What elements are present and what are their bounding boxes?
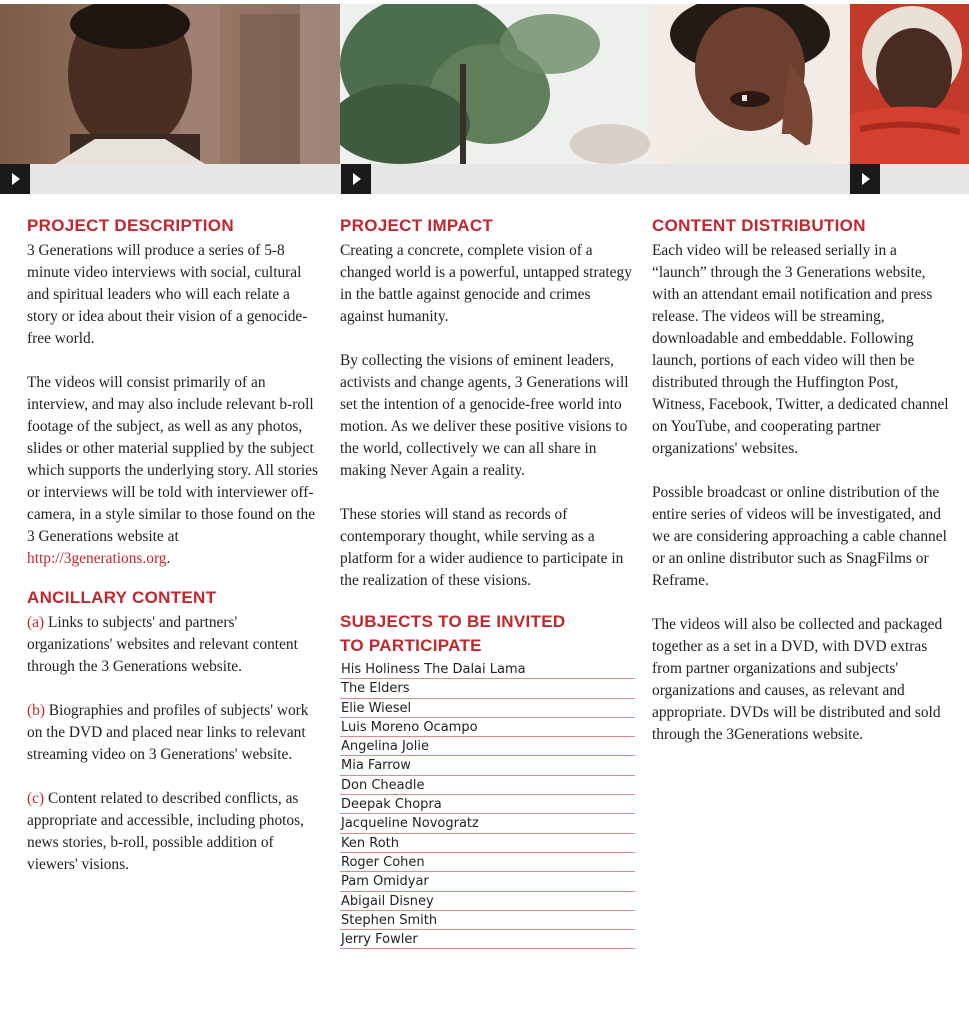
ancillary-text-c: Content related to described conflicts, as appropriate and accessible, including photos, news stories, b-roll, possible addition of viewers' visions.	[27, 790, 304, 873]
list-item: His Holiness The Dalai Lama	[340, 660, 635, 679]
project-description-p2-text: The videos will consist primarily of an interview, and may also include relevant b-roll footage of the subject, as well as any photos, slides or other material supplied by the subject which supports the underlying story. All stories or interviews will be told with interviewer off-camera, in a style similar to those found on the 3 Generations website at	[27, 374, 318, 545]
list-item: Mia Farrow	[340, 756, 635, 775]
content-distribution-p2: Possible broadcast or online distribution of the entire series of videos will be investigated, and we are considering approaching a cable channel or an online distributor such as SnagFilms or Reframe.	[652, 484, 947, 589]
subjects-heading	[340, 610, 635, 658]
list-item: Roger Cohen	[340, 853, 635, 872]
project-description-p2-end: .	[166, 550, 171, 567]
project-description-p2	[27, 372, 319, 570]
ancillary-marker-c: (c)	[27, 790, 45, 807]
subjects-heading-line2: TO PARTICIPATE	[340, 636, 482, 655]
project-description-heading: PROJECT DESCRIPTION	[27, 216, 234, 235]
play-button-1[interactable]	[0, 164, 30, 194]
list-item: Angelina Jolie	[340, 737, 635, 756]
smiling-woman-photo	[650, 4, 850, 164]
column-left	[27, 214, 319, 898]
project-impact-p3: These stories will stand as records of contemporary thought, while serving as a platform for a wider audience to participate in the realization of these visions.	[340, 506, 624, 589]
list-item: Stephen Smith	[340, 911, 635, 930]
website-link[interactable]: http://3generations.org	[27, 550, 167, 567]
content-distribution-p1: Each video will be released serially in a “launch” through the 3 Generations website, with an attendant email notification and press release. The videos will be streaming, downloadable and embeddable. Following launch, portions of each video will then be distributed through the Huffington Post, Witness, Facebook, Twitter, a dedicated channel on YouTube, and cooperating partner organizations' websites.	[652, 242, 949, 457]
ancillary-content-heading: ANCILLARY CONTENT	[27, 588, 217, 607]
list-item: Abigail Disney	[340, 892, 635, 911]
column-right	[652, 214, 952, 768]
subjects-list	[340, 660, 635, 949]
list-item: Don Cheadle	[340, 776, 635, 795]
ancillary-item-a	[27, 612, 319, 678]
column-middle	[340, 214, 635, 949]
project-impact-heading: PROJECT IMPACT	[340, 216, 494, 235]
ancillary-marker-b: (b)	[27, 702, 45, 719]
play-button-2[interactable]	[341, 164, 371, 194]
list-item: The Elders	[340, 679, 635, 698]
subjects-heading-line1: SUBJECTS TO BE INVITED	[340, 612, 566, 631]
man-portrait-photo	[0, 4, 340, 164]
play-icon	[862, 173, 870, 185]
list-item: Elie Wiesel	[340, 699, 635, 718]
project-description-p1: 3 Generations will produce a series of 5-8 minute video interviews with social, cultural and spiritual leaders who will each relate a story or idea about their vision of a genocide-free world.	[27, 242, 308, 347]
ancillary-text-b: Biographies and profiles of subjects' work on the DVD and placed near links to relevant streaming video on 3 Generations' website.	[27, 702, 309, 763]
project-impact-p1: Creating a concrete, complete vision of a changed world is a powerful, untapped strategy in the battle against genocide and crimes against humanity.	[340, 242, 632, 325]
list-item: Jerry Fowler	[340, 930, 635, 949]
photo-strip	[0, 0, 969, 196]
list-item: Ken Roth	[340, 834, 635, 853]
list-item: Pam Omidyar	[340, 872, 635, 891]
list-item: Luis Moreno Ocampo	[340, 718, 635, 737]
content-distribution-p3: The videos will also be collected and packaged together as a set in a DVD, with DVD extras from partner organizations and subjects' organizations and causes, as relevant and appropriate. DVDs will be distributed and sold through the 3Generations website.	[652, 616, 943, 743]
tree-photo	[340, 4, 650, 164]
ancillary-item-c	[27, 788, 319, 876]
list-item: Jacqueline Novogratz	[340, 814, 635, 833]
ancillary-item-b	[27, 700, 319, 766]
project-impact-p2: By collecting the visions of eminent leaders, activists and change agents, 3 Generations will set the intention of a genocide-free world into motion. As we deliver these positive visions to the world, collectively we can all share in making Never Again a reality.	[340, 352, 629, 479]
play-icon	[12, 173, 20, 185]
woman-red-scarf-photo	[850, 4, 969, 164]
play-icon	[353, 173, 361, 185]
list-item: Deepak Chopra	[340, 795, 635, 814]
content-distribution-heading: CONTENT DISTRIBUTION	[652, 216, 866, 235]
ancillary-text-a: Links to subjects' and partners' organizations' websites and relevant content through the 3 Generations website.	[27, 614, 298, 675]
ancillary-marker-a: (a)	[27, 614, 45, 631]
play-button-3[interactable]	[850, 164, 880, 194]
video-bar	[0, 164, 969, 194]
